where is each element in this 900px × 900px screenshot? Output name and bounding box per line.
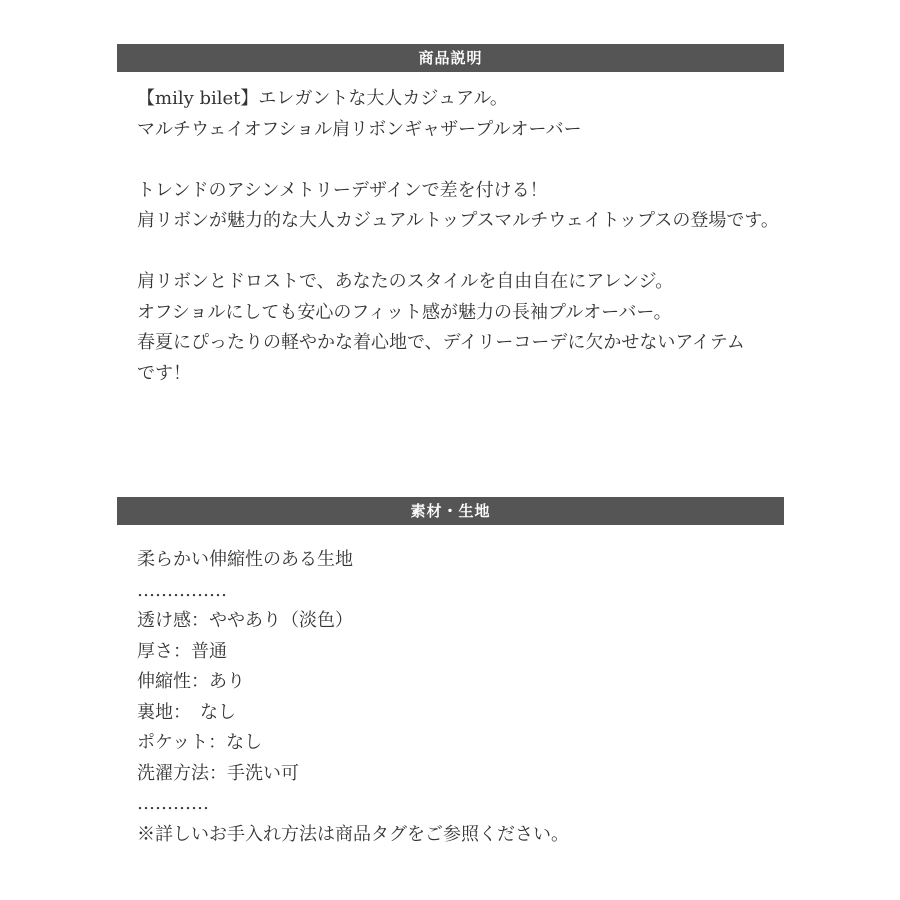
material-line: …………	[137, 793, 209, 814]
description-line: トレンドのアシンメトリーデザインで差を付ける！	[137, 179, 548, 201]
description-line: 肩リボンが魅力的な大人カジュアルトップスマルチウェイトップスの登場です。	[137, 210, 779, 231]
section-header-material: 素材・生地	[117, 497, 784, 525]
material-line: 洗濯方法：手洗い可	[137, 762, 299, 784]
description-line: マルチウェイオフショル肩リボンギャザープルオーバー	[137, 118, 582, 140]
description-line: 春夏にぴったりの軽やかな着心地で、デイリーコーデに欠かせないアイテム	[137, 332, 745, 353]
material-line: 伸縮性：あり	[137, 671, 245, 692]
section-header-description: 商品説明	[117, 44, 784, 72]
description-line: 【mily bilet】エレガントな大人カジュアル。	[137, 88, 508, 109]
material-line: ポケット：なし	[137, 732, 263, 753]
material-line: ……………	[137, 579, 227, 601]
description-line: オフショルにしても安心のフィット感が魅力の長袖プルオーバー。	[137, 301, 672, 323]
material-line: 柔らかい伸縮性のある生地	[137, 549, 353, 570]
paragraph-gap	[137, 237, 797, 268]
description-line: です！	[137, 362, 191, 384]
material-line: 裏地： なし	[137, 701, 236, 723]
material-body	[137, 545, 797, 850]
description-body	[137, 84, 797, 389]
description-line: 肩リボンとドロストで、あなたのスタイルを自由自在にアレンジ。	[137, 271, 674, 292]
paragraph-gap	[137, 145, 797, 176]
material-line: 厚さ：普通	[137, 640, 227, 662]
care-note: ※詳しいお手入れ方法は商品タグをご参照ください。	[137, 823, 569, 845]
material-line: 透け感：ややあり（淡色）	[137, 610, 353, 631]
